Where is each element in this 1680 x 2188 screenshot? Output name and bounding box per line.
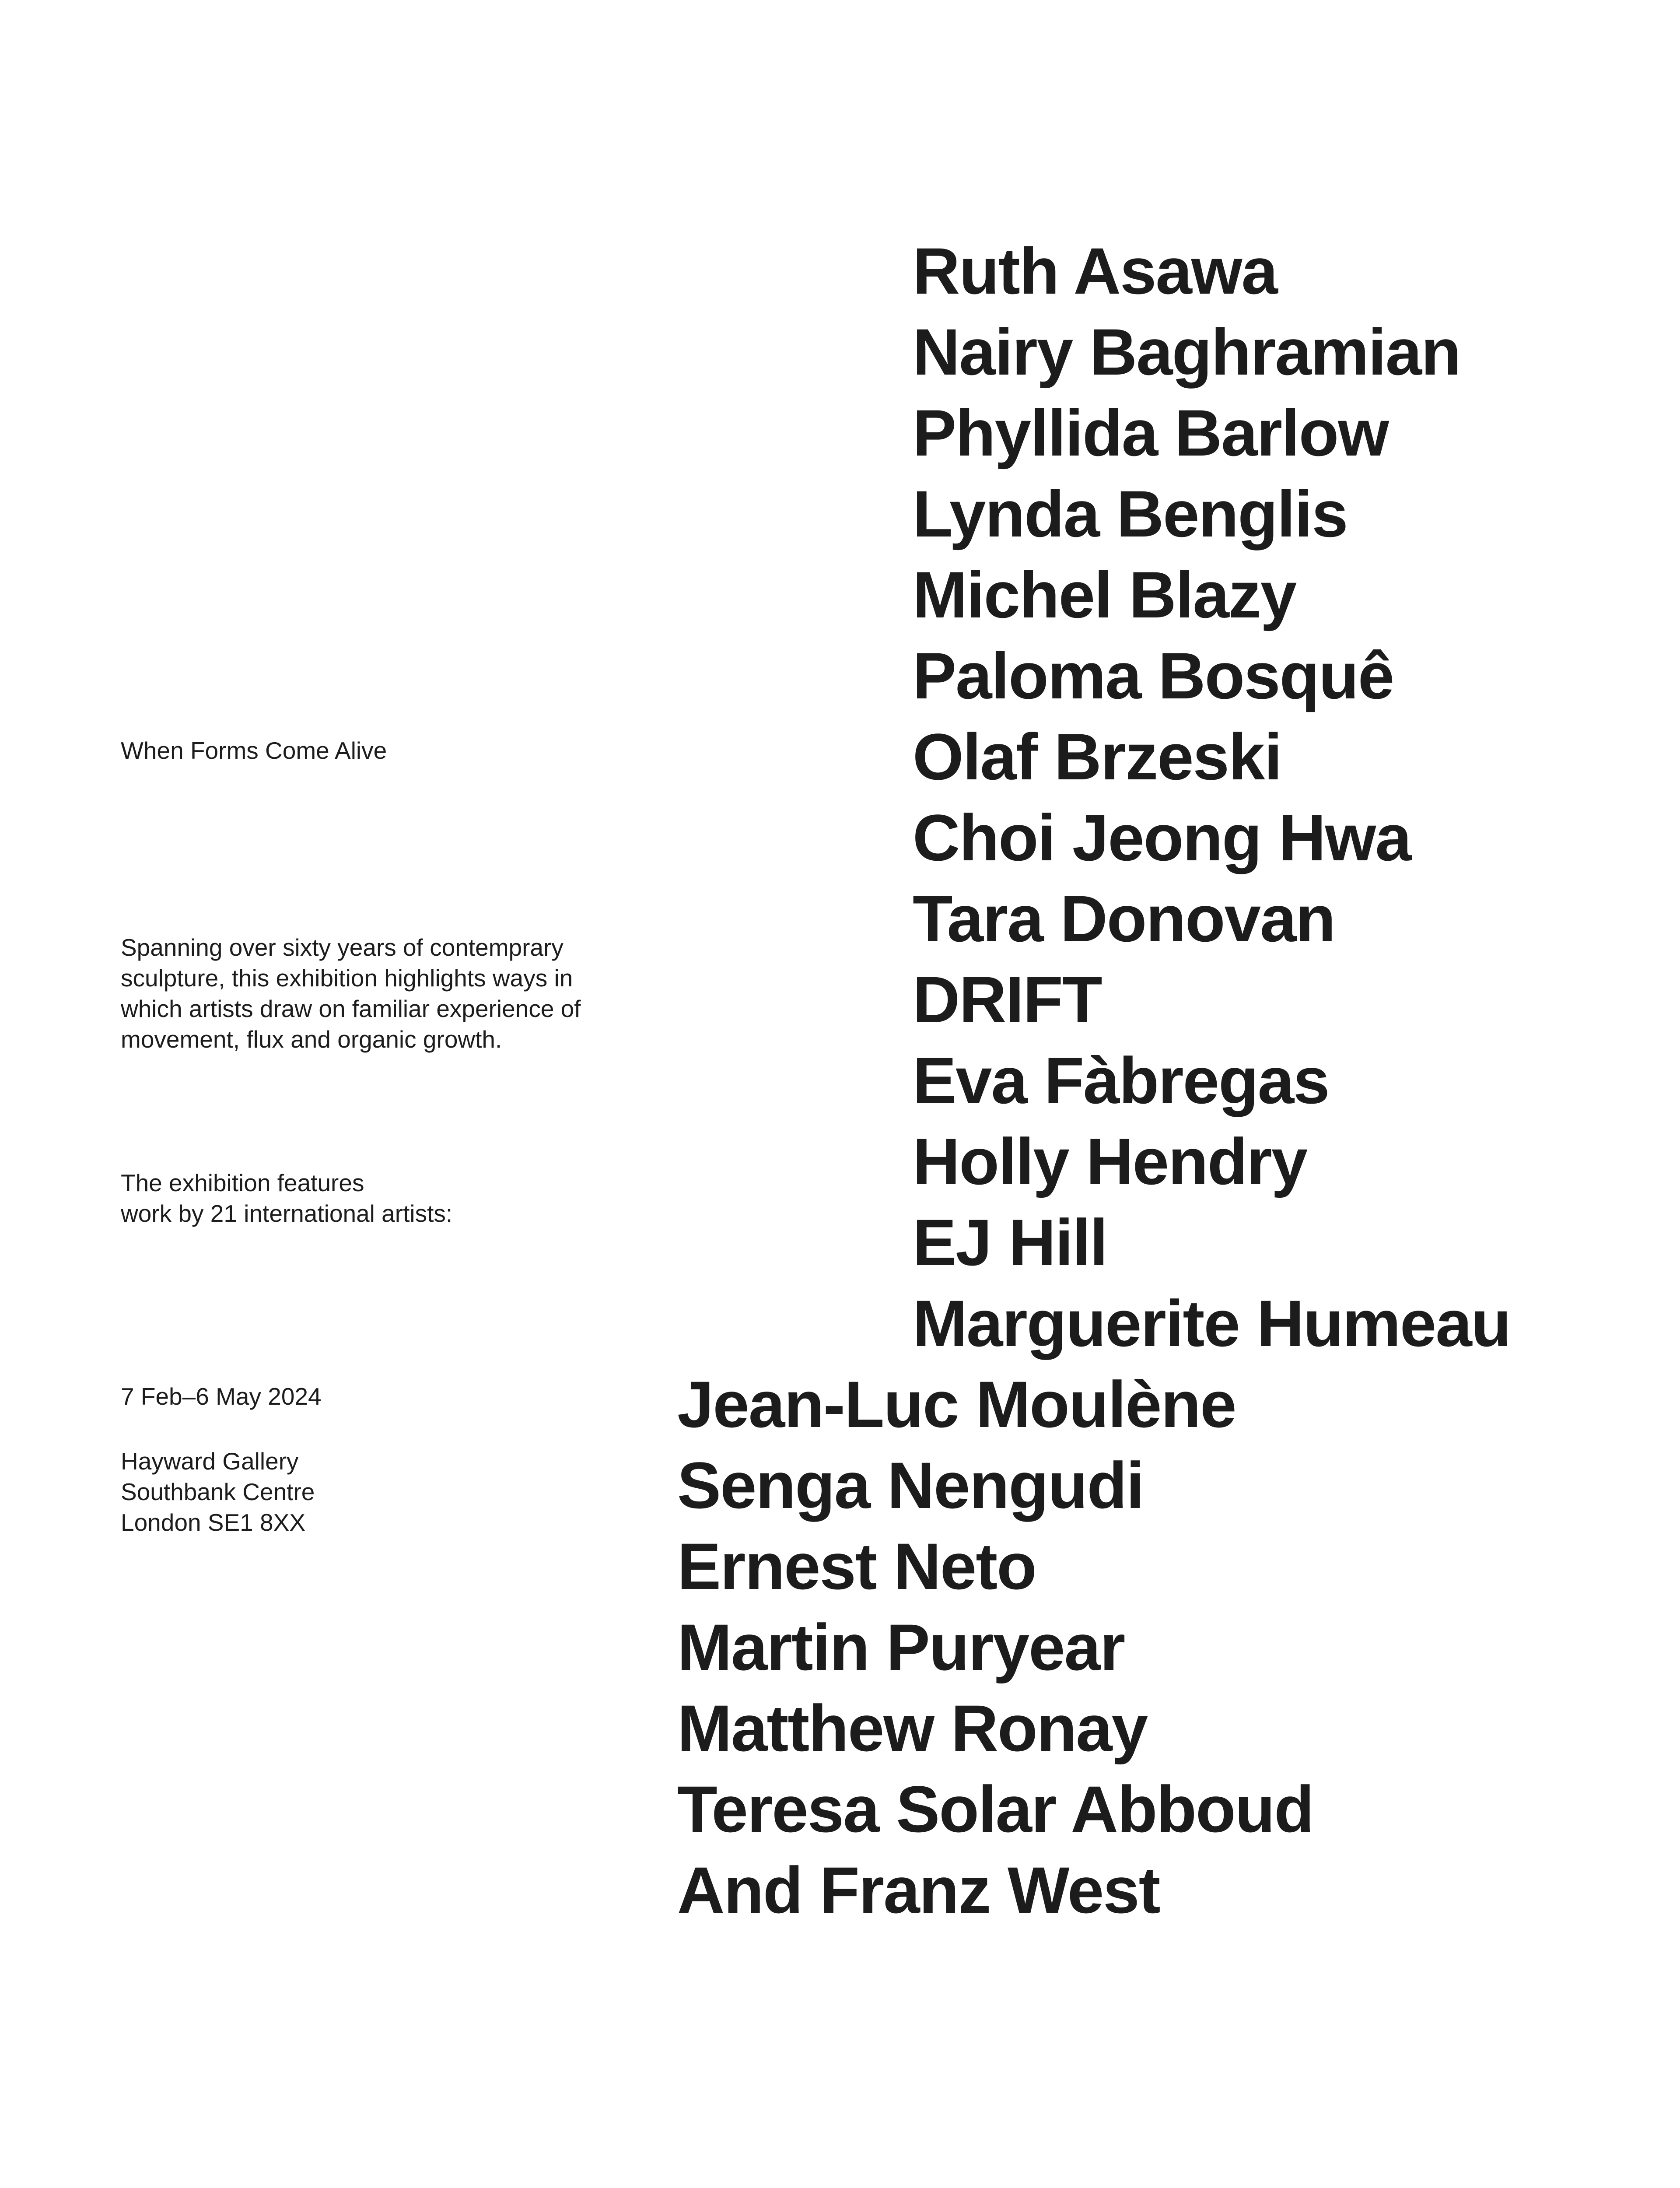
artist-name: Holly Hendry xyxy=(913,1125,1307,1198)
artist-list-upper xyxy=(913,231,1510,1364)
artist-name: Olaf Brzeski xyxy=(913,720,1282,793)
artist-name: Senga Nengudi xyxy=(677,1448,1144,1522)
artist-name: Nairy Baghramian xyxy=(913,315,1460,389)
features-intro xyxy=(121,1168,452,1229)
description-line: sculpture, this exhibition highlights ways in xyxy=(121,964,573,992)
venue-address xyxy=(121,1446,315,1538)
artist-name: EJ Hill xyxy=(913,1206,1107,1279)
artist-name: Teresa Solar Abboud xyxy=(677,1772,1313,1846)
artist-name: Matthew Ronay xyxy=(677,1691,1148,1765)
exhibition-dates xyxy=(121,1381,322,1412)
artist-name: Michel Blazy xyxy=(913,558,1296,631)
venue-line: London SE1 8XX xyxy=(121,1509,306,1536)
venue-line: Southbank Centre xyxy=(121,1478,315,1505)
exhibition-title-text: When Forms Come Alive xyxy=(121,737,387,764)
artist-name: And Franz West xyxy=(677,1853,1160,1927)
artist-name: Eva Fàbregas xyxy=(913,1044,1329,1117)
description-line: Spanning over sixty years of contemprary xyxy=(121,934,564,961)
artist-name: Phyllida Barlow xyxy=(913,396,1388,470)
description-line: which artists draw on familiar experience of xyxy=(121,995,581,1022)
artist-name: DRIFT xyxy=(913,963,1102,1036)
artist-name: Ruth Asawa xyxy=(913,234,1277,308)
exhibition-description xyxy=(121,932,581,1055)
dates-text: 7 Feb–6 May 2024 xyxy=(121,1383,322,1410)
exhibition-title xyxy=(121,735,387,766)
artist-name: Choi Jeong Hwa xyxy=(913,801,1411,874)
artist-name: Ernest Neto xyxy=(677,1529,1036,1603)
artist-name: Tara Donovan xyxy=(913,882,1335,955)
artist-name: Jean-Luc Moulène xyxy=(677,1368,1236,1441)
venue-line: Hayward Gallery xyxy=(121,1448,299,1475)
artist-name: Marguerite Humeau xyxy=(913,1287,1511,1360)
artist-list-lower xyxy=(677,1364,1313,1931)
features-line: The exhibition features xyxy=(121,1169,364,1196)
description-line: movement, flux and organic growth. xyxy=(121,1026,502,1053)
artist-name: Paloma Bosquê xyxy=(913,639,1394,712)
artist-name: Lynda Benglis xyxy=(913,477,1348,551)
features-line: work by 21 international artists: xyxy=(121,1200,453,1227)
artist-name: Martin Puryear xyxy=(677,1610,1125,1684)
